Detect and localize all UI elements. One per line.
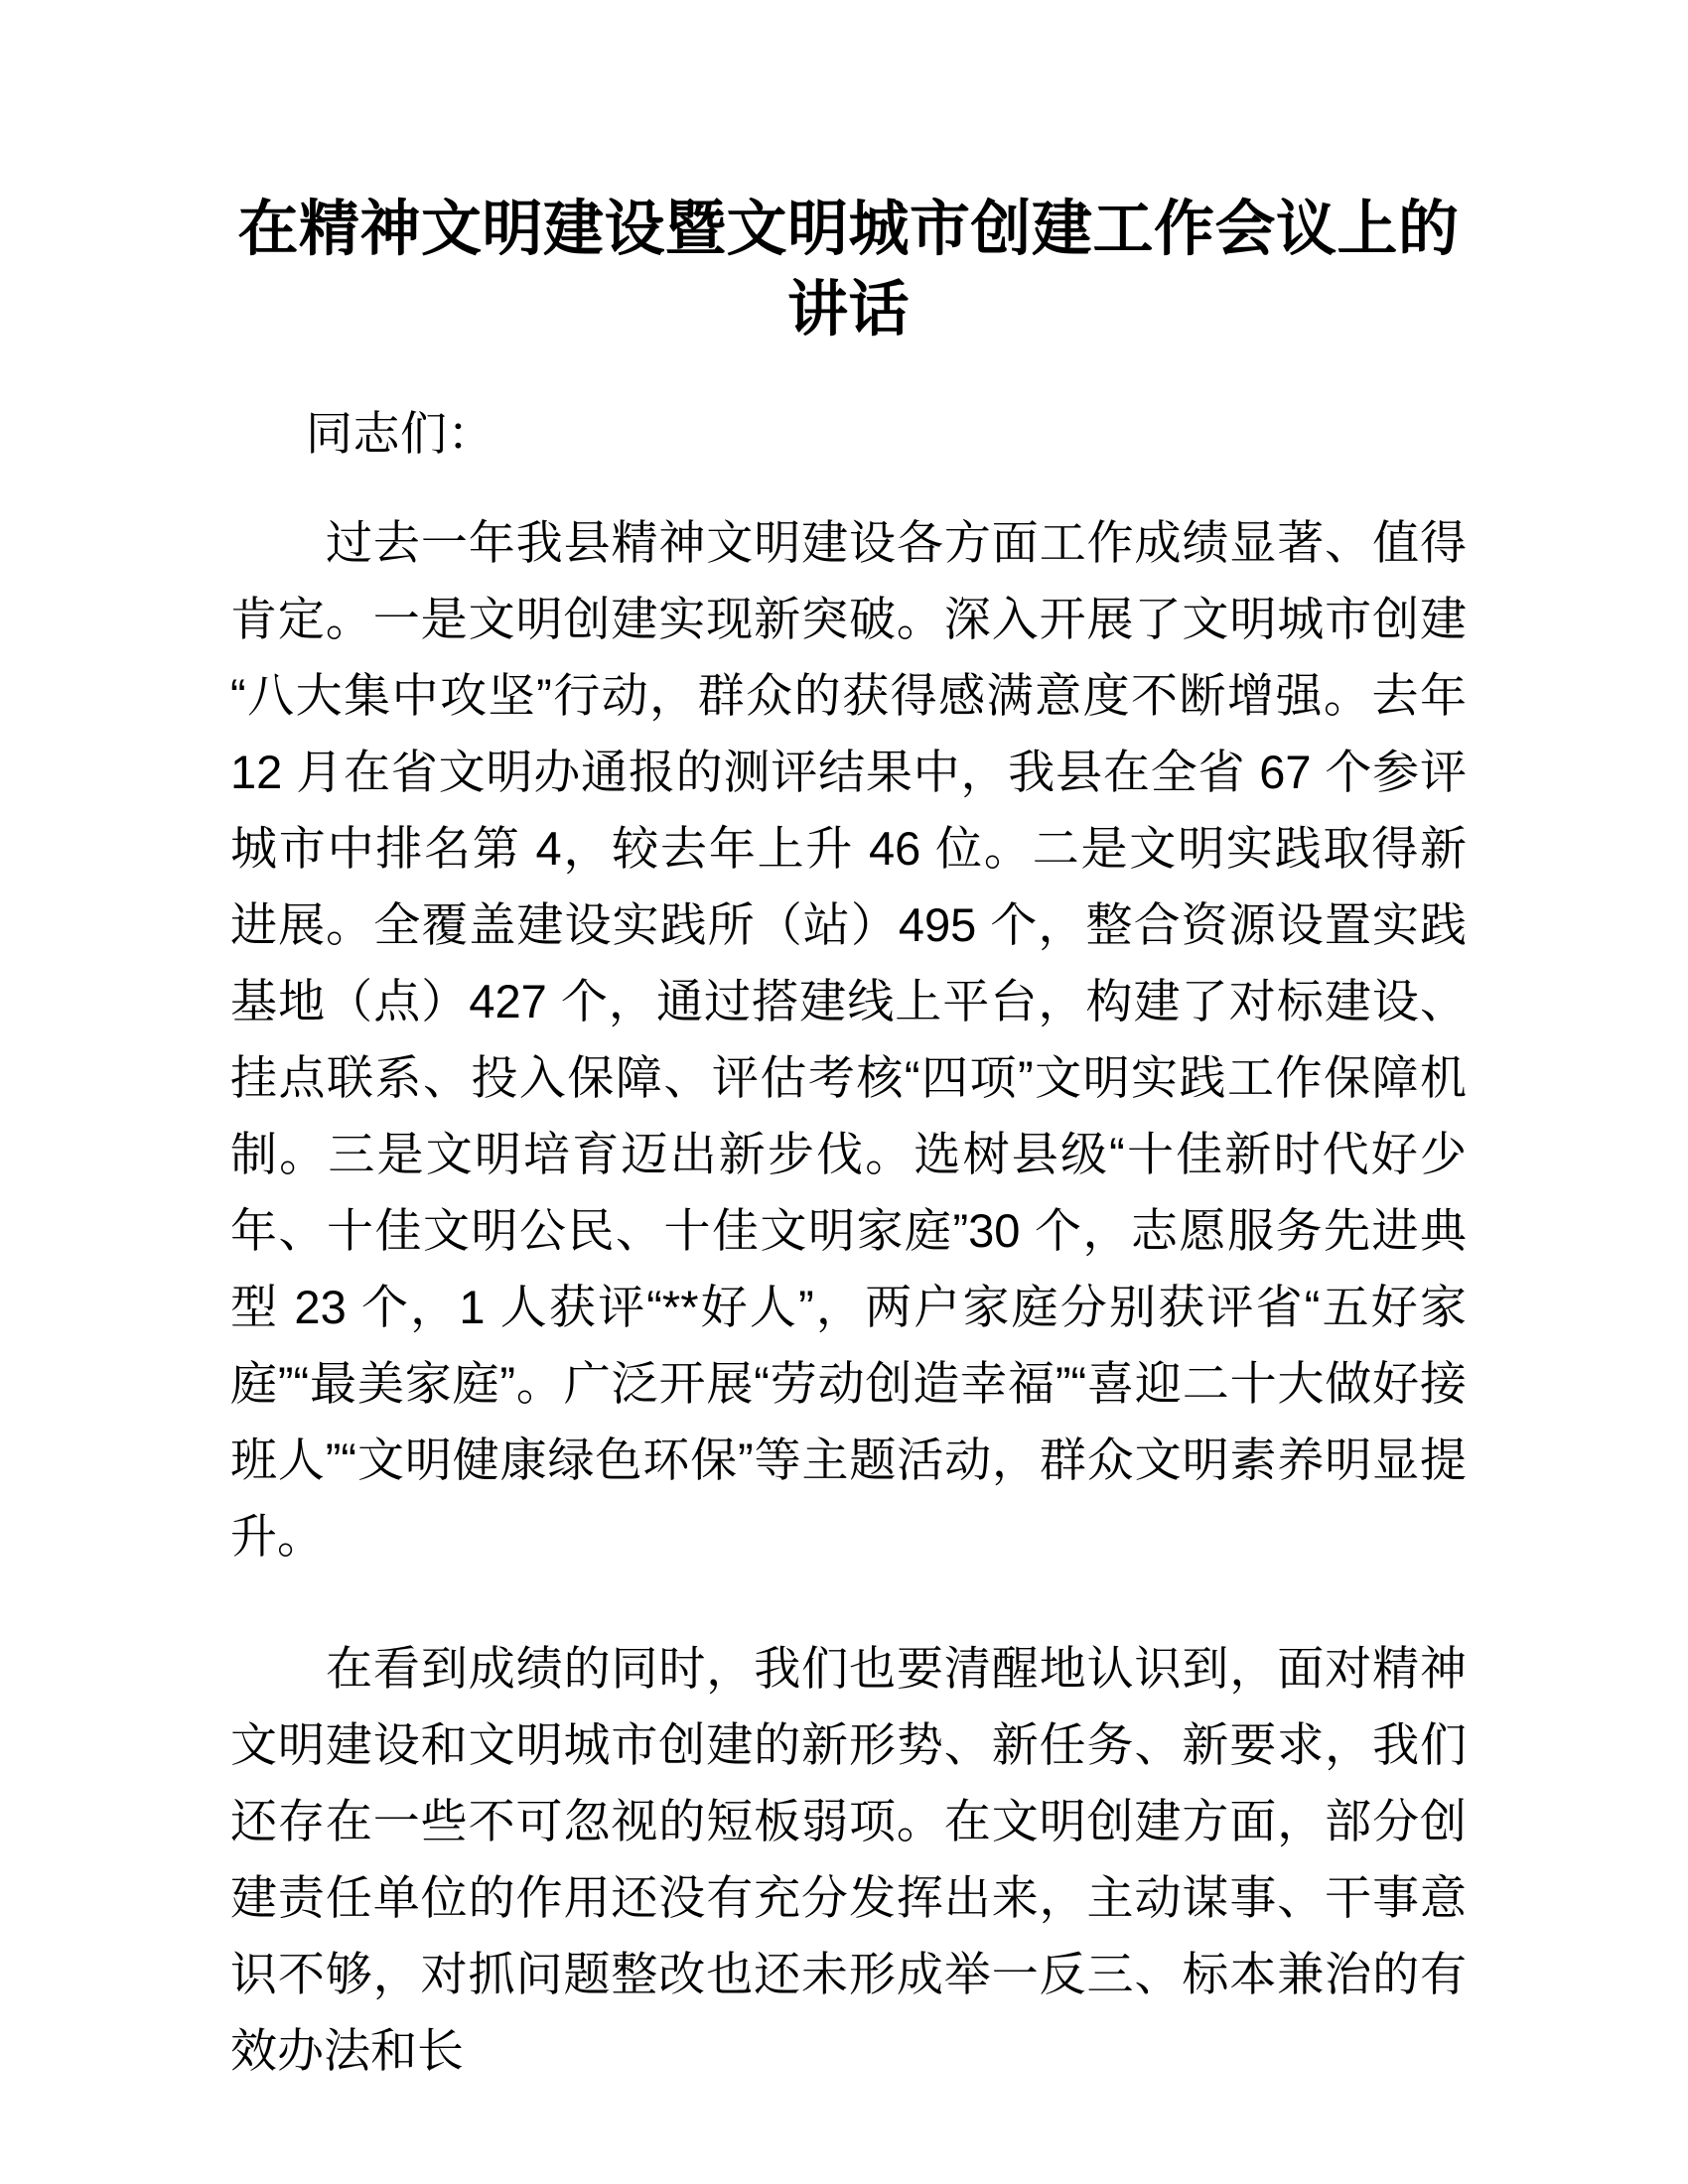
body-paragraph-2: 在看到成绩的同时，我们也要清醒地认识到，面对精神文明建设和文明城市创建的新形势、新任务、新要求，我们还存在一些不可忽视的短板弱项。在文明创建方面，部分创建责任单位的作用还没有充分发挥出来，主动谋事、干事意识不够，对抓问题整改也还未形成举一反三、标本兼治的有效办法和长 — [230, 1642, 1467, 2078]
document-body — [230, 0, 1467, 2089]
page-title: 在精神文明建设暨文明城市创建工作会议上的讲话 — [237, 195, 1460, 342]
body-paragraph-1: 过去一年我县精神文明建设各方面工作成绩显著、值得肯定。一是文明创建实现新突破。深入开展了文明城市创建“八大集中攻坚”行动，群众的获得感满意度不断增强。去年 12 月在省文明办通报的测评结果中，我县在全省 67 个参评城市中排名第 4，较去年上升 46 位。二是文明实践取得新进展。全覆盖建设实践所（站）495 个，整合资源设置实践基地（点）427 个，通过搭建线上平台，构建了对标建设、挂点联系、投入保障、评估考核“四项”文明实践工作保障机制。三是文明培育迈出新步伐。选树县级“十佳新时代好少年、十佳文明公民、十佳文明家庭”30 个，志愿服务先进典型 23 个，1 人获评“**好人”，两户家庭分别获评省“五好家庭”“最美家庭”。广泛开展“劳动创造幸福”“喜迎二十大做好接班人”“文明健康绿色环保”等主题活动，群众文明素养明显提升。 — [230, 516, 1467, 1564]
salutation: 同志们： — [306, 407, 494, 461]
